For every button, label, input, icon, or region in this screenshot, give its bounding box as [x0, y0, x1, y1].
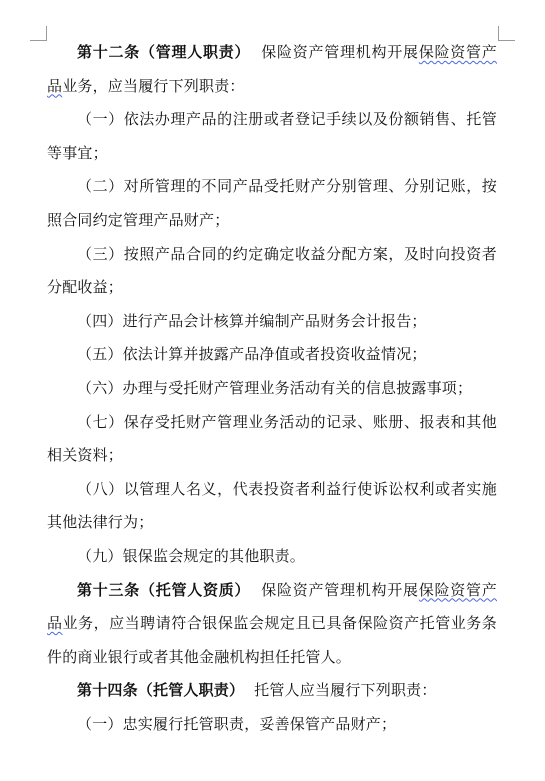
- article-12-item-7: （七）保存受托财产管理业务活动的记录、账册、报表和其他相关资料；: [47, 412, 497, 465]
- article-13-intro-part2: 业务，应当聘请符合银保监会规定且已具备保险资产托管业务条件的商业银行或者其他金融机构担任托管人。: [47, 614, 497, 666]
- article-13-intro-part1: 保险资产管理机构开展: [261, 580, 419, 599]
- article-12-paragraph: [47, 36, 497, 103]
- page-corner-mark-right: [498, 26, 515, 41]
- article-12-item-4: （四）进行产品会计核算并编制产品财务会计报告；: [77, 311, 427, 330]
- article-12-item-2: （二）对所管理的不同产品受托财产分别管理、分别记账，按照合同约定管理产品财产；: [47, 177, 497, 229]
- article-12-intro-flagged-term: 保险资管产品: [47, 43, 497, 95]
- article-12-item-1: （一）依法办理产品的注册或者登记手续以及份额销售、托管等事宜；: [47, 110, 497, 162]
- article-13-intro-flagged-term: 保险资管产品: [47, 580, 497, 633]
- article-12-item-9: （九）银保监会规定的其他职责。: [77, 546, 306, 565]
- article-12-intro-part1: 保险资产管理机构开展: [261, 43, 419, 61]
- article-13-paragraph: [47, 574, 497, 675]
- article-12-item-5: （五）依法计算并披露产品净值或者投资收益情况；: [77, 345, 427, 364]
- document-body: [47, 36, 497, 741]
- article-12-item-3: （三）按照产品合同的约定确定收益分配方案，及时向投资者分配收益；: [47, 244, 497, 297]
- article-14-item-1: （一）忠实履行托管职责，妥善保管产品财产；: [77, 714, 397, 733]
- article-14-intro: 托管人应当履行下列职责：: [254, 681, 437, 700]
- article-12-heading: 第十二条（管理人职责）: [77, 43, 251, 61]
- page-corner-mark-left: [30, 26, 47, 41]
- article-12-intro-part2: 业务，应当履行下列职责：: [62, 76, 245, 95]
- article-12-item-6: （六）办理与受托财产管理业务活动有关的信息披露事项；: [77, 378, 473, 397]
- article-14-paragraph: [47, 674, 497, 708]
- article-12-item-8: （八）以管理人名义，代表投资者利益行使诉讼权利或者实施其他法律行为；: [47, 479, 497, 532]
- article-13-heading: 第十三条（托管人资质）: [77, 580, 251, 599]
- article-14-heading: 第十四条（托管人职责）: [77, 681, 245, 700]
